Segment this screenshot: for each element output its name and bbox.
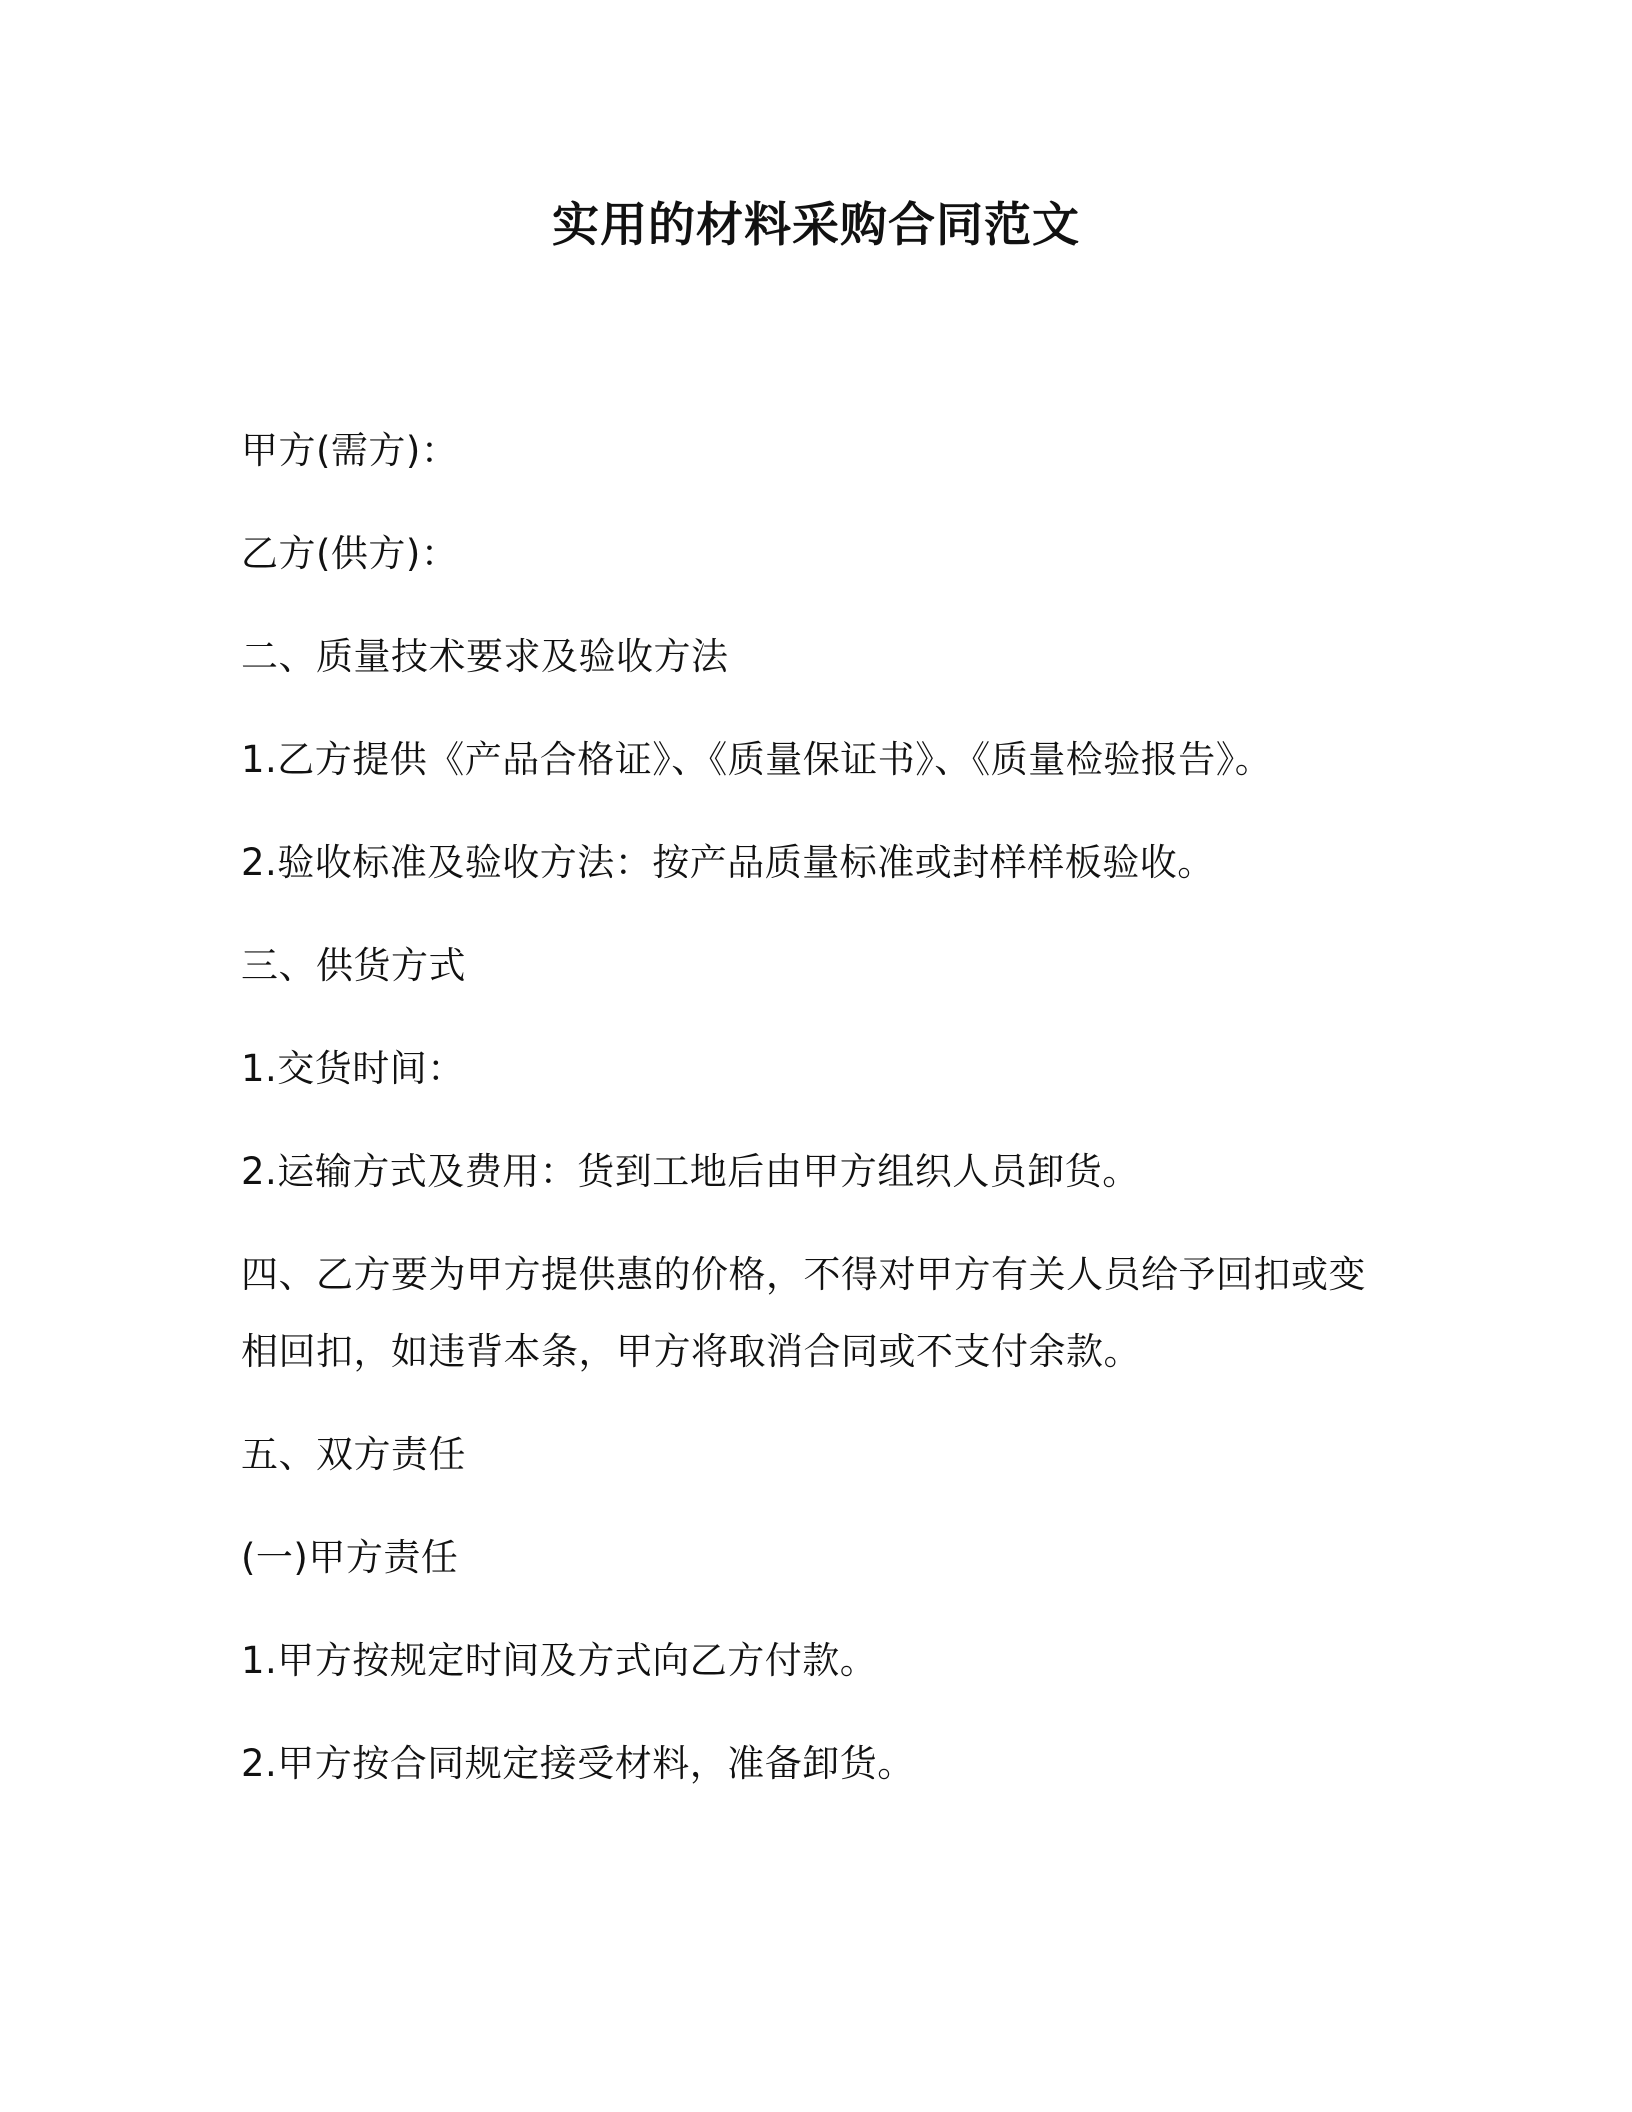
document-body xyxy=(241,412,1401,1828)
clause-supply-1: 1.交货时间： xyxy=(241,1047,465,1090)
document-title: 实用的材料采购合同范文 xyxy=(552,198,1080,253)
clause-quality-2: 2.验收标准及验收方法：按产品质量标准或封样样板验收。 xyxy=(241,841,1215,884)
party-a-line: 甲方(需方)： xyxy=(241,429,459,472)
clause-supply-2: 2.运输方式及费用：货到工地后由甲方组织人员卸货。 xyxy=(241,1150,1140,1193)
clause-party-a-2: 2.甲方按合同规定接受材料，准备卸货。 xyxy=(241,1742,915,1785)
party-b-line: 乙方(供方)： xyxy=(241,532,459,575)
clause-quality-1: 1.乙方提供《产品合格证》、《质量保证书》、《质量检验报告》。 xyxy=(241,738,1273,781)
section-heading-quality: 二、质量技术要求及验收方法 xyxy=(241,635,729,678)
section-heading-responsibility: 五、双方责任 xyxy=(241,1433,466,1476)
section-heading-supply: 三、供货方式 xyxy=(241,944,466,987)
subsection-party-a-responsibility: (一)甲方责任 xyxy=(241,1536,459,1579)
clause-party-a-1: 1.甲方按规定时间及方式向乙方付款。 xyxy=(241,1639,878,1682)
section-price-clause: 四、乙方要为甲方提供惠的价格，不得对甲方有关人员给予回扣或变相回扣，如违背本条，甲方将取消合同或不支付余款。 xyxy=(241,1253,1366,1373)
